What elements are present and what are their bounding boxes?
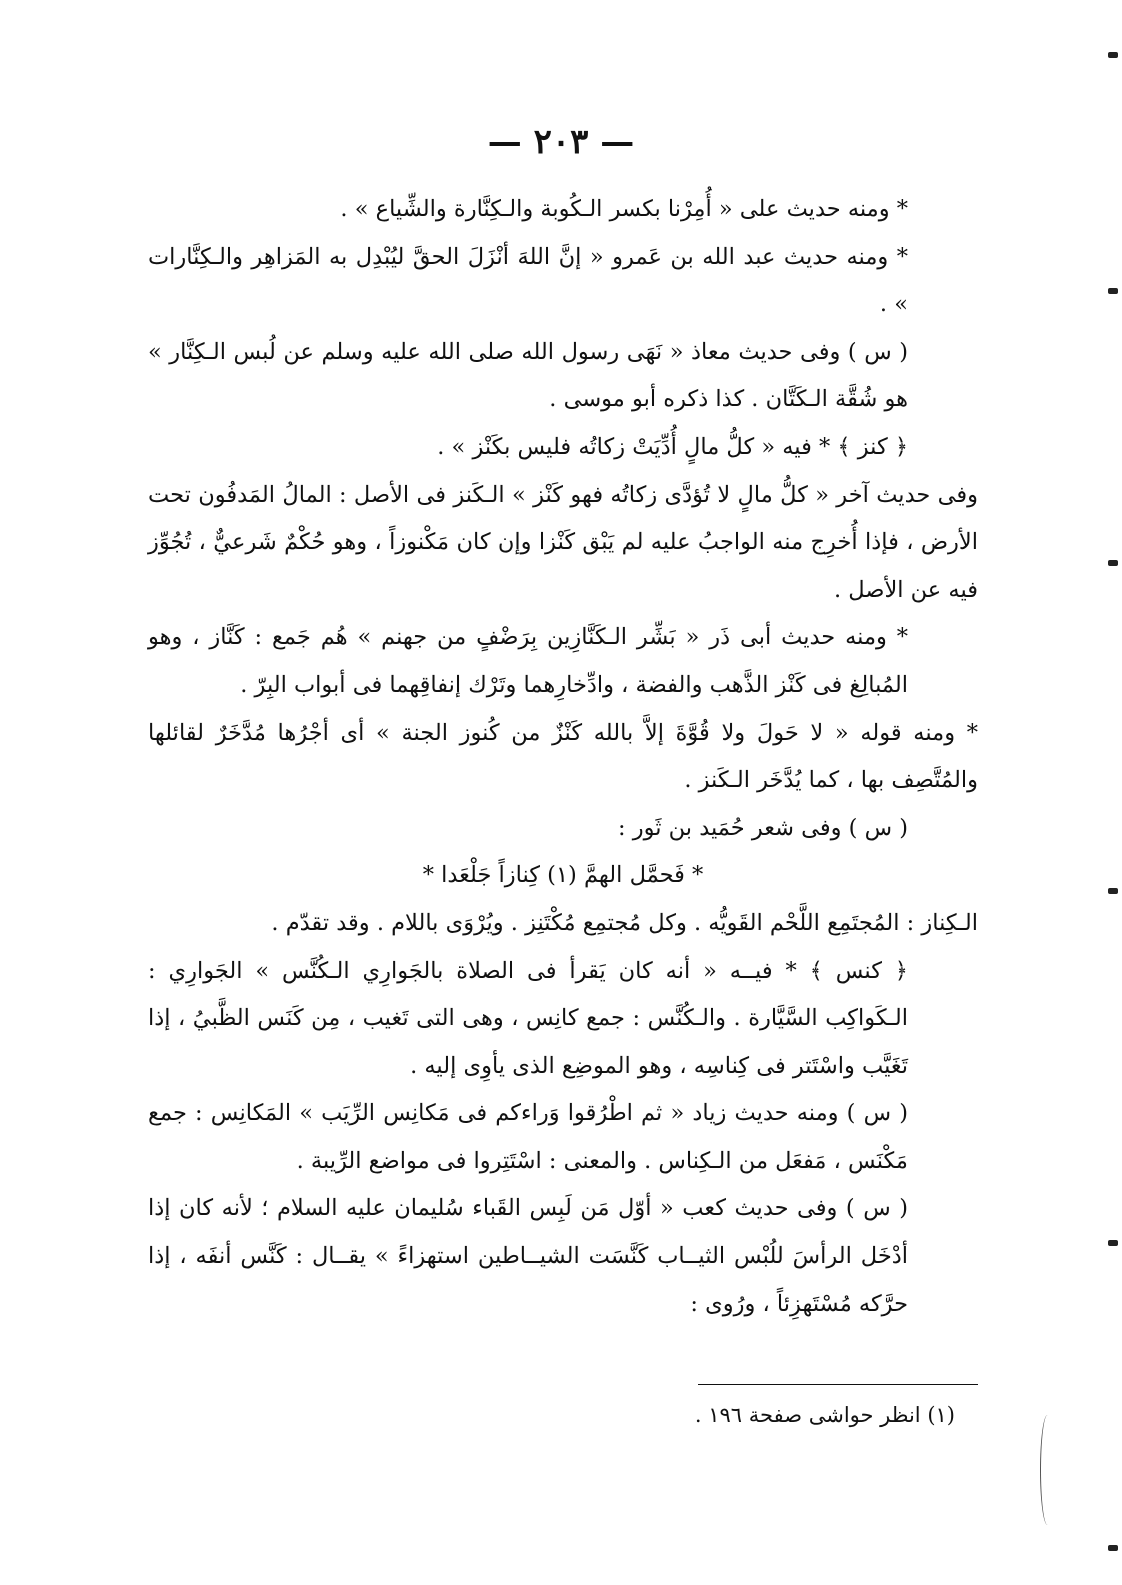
margin-mark <box>1108 288 1118 294</box>
entry-heading-kanas: ﴿ كنس ﴾ * فيــه « أنه كان يَقرأ فى الصلاة بالجَوارِي الـكُنَّس » الجَوارِي : الـكَواكِب السَّيَّارة . والـكُنَّس : جمع كانِس ، وهى التى تَغيب ، مِن كَنَس الظَّبيُ ، إذا تَغَيَّب واسْتَتر فى كِناسِه ، وهو الموضِع الذى يأوِى إليه . <box>148 957 908 1079</box>
margin-mark <box>1108 560 1118 566</box>
page-number: — ٢٠٣ — <box>487 122 635 162</box>
footnote: (١) انظر حواشى صفحة ١٩٦ . <box>694 1403 955 1427</box>
paragraph: ( س ) وفى حديث كعب « أوّل مَن لَبِس القَباء سُليمان عليه السلام ؛ لأنه كان إذا أدْخَل الرأسَ للُبْس الثيــاب كَنَّسَت الشيــاطين استهزاءً » يقــال : كَنَّس أنفَه ، إذا حرَّكه مُسْتَهزِئاً ، ورُوى : <box>148 1195 908 1317</box>
margin-mark <box>1108 1545 1118 1551</box>
margin-mark <box>1108 52 1118 58</box>
paragraph: * ومنه قوله « لا حَولَ ولا قُوَّةَ إلاَّ بالله كَنْزٌ من كُنوز الجنة » أى أجْرُها مُدَّخَرٌ لقائلها والمُتَّصِف بها ، كما يُدَّخَر الـكَنز . <box>148 719 978 794</box>
binding-edge <box>1040 1415 1055 1525</box>
paragraph: * ومنه حديث أبى ذَر « بَشِّر الـكَنَّازِين بِرَضْفٍ من جهنم » هُم جَمع : كَنَّاز ، وهو المُبالِغ فى كَنْز الذَّهب والفضة ، وادِّخارِهما وتَرْك إنفاقِهما فى أبواب البِرّ . <box>148 624 908 698</box>
paragraph: ( س ) وفى شعر حُمَيد بن ثَور : <box>618 814 908 841</box>
margin-mark <box>1108 888 1118 894</box>
paragraph: ( س ) وفى حديث معاذ « نَهَى رسول الله صلى الله عليه وسلم عن لُبس الـكِنَّار » هو شُقَّة الـكَتَّان . كذا ذكره أبو موسى . <box>148 338 908 413</box>
body-text <box>148 186 978 1328</box>
paragraph: * ومنه حديث عبد الله بن عَمرو « إنَّ اللهَ أنْزَلَ الحقَّ ليُبْدِل به المَزاهِر والـكِنَّارات » . <box>148 243 908 318</box>
paragraph: * ومنه حديث على « أُمِرْنا بكسر الـكُوبة والـكِنَّارة والشِّياع » . <box>340 196 908 222</box>
footnote-divider <box>698 1384 978 1385</box>
entry-heading-kanz: ﴿ كنز ﴾ * فيه « كلُّ مالٍ أُدِّيَتْ زكاتُه فليس بكَنْز » . <box>437 433 908 460</box>
paragraph: ( س ) ومنه حديث زياد « ثم اطْرُقوا وَراءكم فى مَكانِس الرِّيَب » المَكانِس : جمع مَكْنَس ، مَفعَل من الـكِناس . والمعنى : اسْتَتِروا فى مواضع الرِّيبة . <box>148 1100 908 1174</box>
margin-mark <box>1108 1240 1118 1246</box>
paragraph: الـكِناز : المُجتَمِع اللَّحْم القَويُّه . وكل مُجتمِع مُكْتَنِز . ويُرْوَى باللام . وقد تقدّم . <box>271 909 978 936</box>
verse-line: * فَحمَّل الهمَّ (١) كِنازاً جَلْعَدا * <box>422 862 704 889</box>
paragraph: وفى حديث آخر « كلُّ مالٍ لا تُؤدَّى زكاتُه فهو كَنْز » الـكَنز فى الأصل : المالُ المَدفُون تحت الأرض ، فإذا أُخرِج منه الواجبُ عليه لم يَبْق كَنْزا وإن كان مَكْنوزاً ، وهو حُكْمٌ شَرعيٌّ ، تُجُوِّز فيه عن الأصل . <box>148 481 978 603</box>
